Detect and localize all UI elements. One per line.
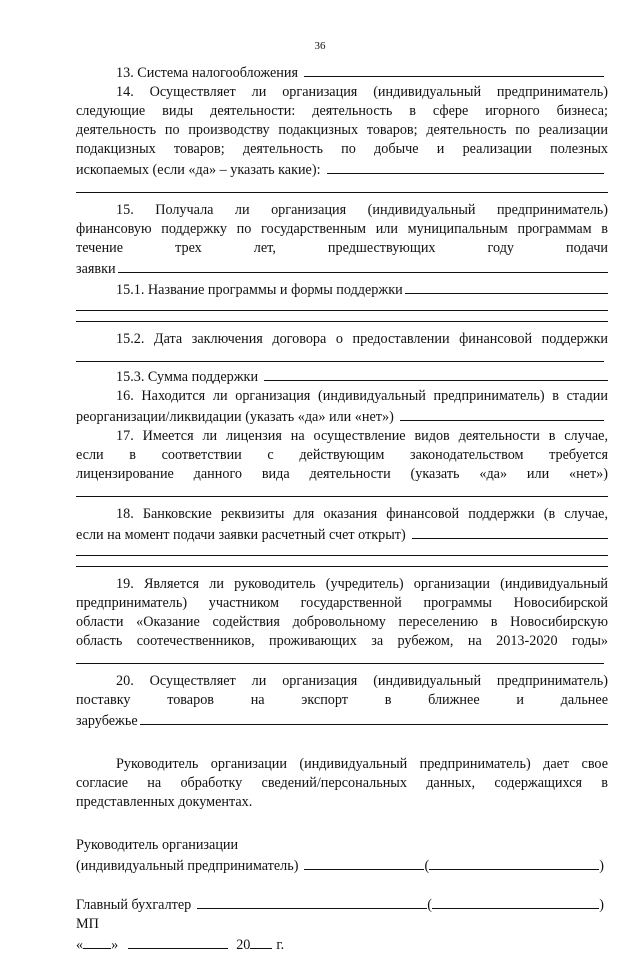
question-16-line2 — [76, 406, 608, 427]
date-quote-open: « — [76, 937, 84, 953]
page-number: 36 — [314, 40, 326, 52]
question-15-line4 — [76, 258, 608, 279]
head-signature-field[interactable] — [304, 855, 424, 870]
question-14-line5-text: ископаемых (если «да» – указать какие): — [76, 162, 321, 178]
date-day-field[interactable] — [83, 934, 111, 949]
question-15-1-label: 15.1. Название программы и формы поддержки — [116, 282, 403, 298]
question-14-line1: 14. Осуществляет ли организация (индивидуальный предприниматель) — [116, 84, 608, 100]
bank-details-extra-line-2[interactable] — [76, 556, 608, 567]
question-15-line2: финансовую поддержку по государственным или муниципальным программам в — [76, 221, 608, 237]
question-16-line1: 16. Находится ли организация (индивидуальный предприниматель) в стадии — [116, 388, 608, 404]
question-15-3 — [76, 366, 608, 387]
form-content — [76, 62, 608, 955]
question-15-line1: 15. Получала ли организация (индивидуальный предприниматель) — [116, 202, 608, 218]
question-15-line3: течение трех лет, предшествующих году подачи — [76, 240, 608, 256]
bank-details-field[interactable] — [412, 524, 608, 539]
support-amount-field[interactable] — [264, 366, 608, 381]
contract-date-field[interactable] — [76, 349, 604, 362]
question-18-line2 — [76, 524, 608, 545]
consent-line1: Руководитель организации (индивидуальный предприниматель) дает свое — [116, 756, 608, 772]
head-title-line1: Руководитель организации — [76, 837, 239, 853]
question-19-line2: предприниматель) участником государственной программы Новосибирской — [76, 595, 608, 611]
head-title-line2: (индивидуальный предприниматель) — [76, 858, 299, 874]
question-13 — [76, 62, 608, 83]
question-20-line3-text: зарубежье — [76, 713, 138, 729]
question-20-line1: 20. Осуществляет ли организация (индивидуальный предприниматель) — [116, 673, 608, 689]
question-20-line3 — [76, 710, 608, 731]
question-15-line4-text: заявки — [76, 261, 116, 277]
accountant-name-field[interactable] — [432, 894, 599, 909]
financial-support-field[interactable] — [118, 258, 608, 273]
date-row — [76, 934, 608, 955]
question-15-2-label: 15.2. Дата заключения договора о предоставлении финансовой поддержки — [116, 331, 608, 347]
question-19-line3: области «Оказание содействия добровольному переселению в Новосибирскую — [76, 614, 608, 630]
activity-types-field[interactable] — [327, 159, 604, 174]
license-field[interactable] — [76, 484, 608, 497]
question-16-line2-text: реорганизации/ликвидации (указать «да» или «нет») — [76, 409, 394, 425]
head-name-field[interactable] — [429, 855, 599, 870]
date-year-prefix: 20 — [236, 937, 251, 953]
program-participant-field[interactable] — [76, 651, 604, 664]
date-month-field[interactable] — [128, 934, 228, 949]
date-year-field[interactable] — [250, 934, 272, 949]
activity-types-extra-line[interactable] — [76, 180, 608, 193]
date-year-suffix: г. — [276, 937, 285, 953]
question-14-line4: подакцизных товаров; деятельность по добыче и реализации полезных — [76, 141, 608, 157]
accountant-label: Главный бухгалтер — [76, 897, 192, 913]
tax-system-field[interactable] — [304, 62, 604, 77]
paren-open: ( — [427, 897, 432, 913]
paren-close: ) — [599, 897, 604, 913]
accountant-signature-field[interactable] — [197, 894, 427, 909]
question-17-line3: лицензирование данного вида деятельности (указать «да» или «нет») — [76, 466, 608, 482]
bank-details-extra-line-1[interactable] — [76, 545, 608, 556]
question-14-line3: деятельность по производству подакцизных товаров; деятельность по реализации — [76, 122, 608, 138]
stamp-label: МП — [76, 916, 99, 932]
question-17-line1: 17. Имеется ли лицензия на осуществление видов деятельности в случае, — [116, 428, 608, 444]
question-14-line5 — [76, 159, 608, 180]
question-20-line2: поставку товаров на экспорт в ближнее и дальнее — [76, 692, 608, 708]
program-name-extra-line-1[interactable] — [76, 300, 608, 311]
question-17-line2: если в соответствии с действующим законодательством требуется — [76, 447, 608, 463]
export-field[interactable] — [140, 710, 608, 725]
program-name-field[interactable] — [405, 279, 608, 294]
question-19-line4: область соотечественников, проживающих за рубежом, на 2013-2020 годы» — [76, 633, 608, 649]
question-18-line2-text: если на момент подачи заявки расчетный счет открыт) — [76, 527, 406, 543]
question-14-line2: следующие виды деятельности: деятельность в сфере игорного бизнеса; — [76, 103, 608, 119]
date-quote-close: » — [111, 937, 119, 953]
paren-open: ( — [424, 858, 430, 874]
head-signature-row — [76, 855, 608, 876]
consent-line3: представленных документах. — [76, 794, 253, 810]
paren-close: ) — [599, 858, 604, 874]
consent-line2: согласие на обработку сведений/персональных данных, содержащихся в — [76, 775, 608, 791]
question-18-line1: 18. Банковские реквизиты для оказания финансовой поддержки (в случае, — [116, 506, 608, 522]
question-13-label: 13. Система налогообложения — [116, 65, 299, 81]
program-name-extra-line-2[interactable] — [76, 311, 608, 322]
question-19-line1: 19. Является ли руководитель (учредитель) организации (индивидуальный — [116, 576, 608, 592]
reorganization-field[interactable] — [400, 406, 604, 421]
question-15-3-label: 15.3. Сумма поддержки — [116, 369, 259, 385]
question-15-1 — [76, 279, 608, 300]
